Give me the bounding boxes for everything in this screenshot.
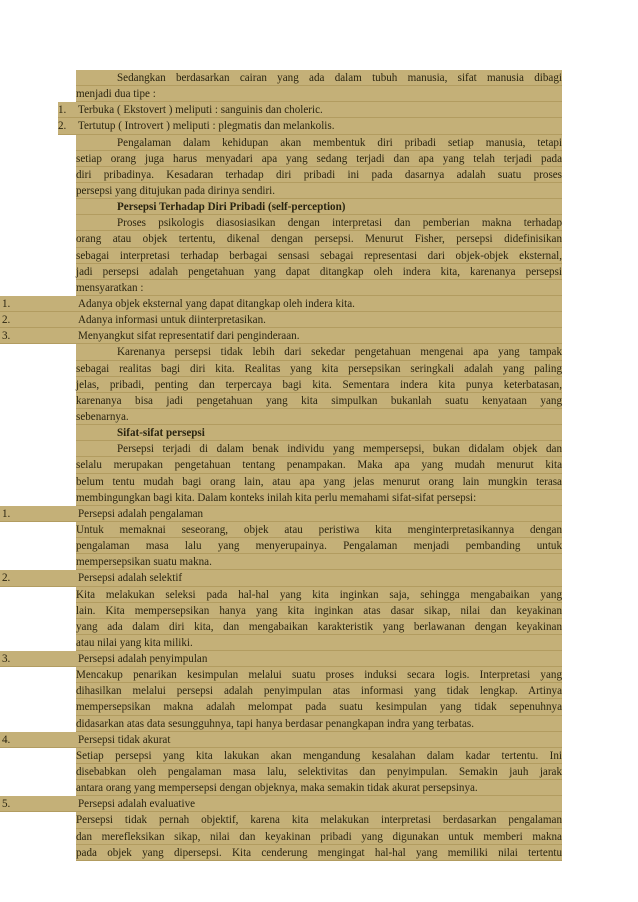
text-line [0,86,638,102]
list-item [0,118,638,134]
line-text: Persepsi Terhadap Diri Pribadi (self-perception) [117,201,346,214]
text-line [0,812,638,828]
text-line [0,716,638,732]
list-number: 5. [2,798,11,811]
line-text: dihasilkan melalui persepsi adalah penyimpulan atas informasi yang tidak lengkap. Artinya [76,685,562,698]
line-text: Setiap persepsi yang kita lakukan akan mengandung kesalahan dalam kadar tertentu. Ini [76,749,562,762]
text-line [0,167,638,183]
line-text: dan merefleksikan sikap, nilai dan keyakinan pribadi yang digunakan untuk memberi makna [76,830,562,843]
text-line [0,764,638,780]
text-line [0,361,638,377]
line-text: mempersepsikan suatu makna. [76,556,212,569]
list-item [0,102,638,118]
text-line [0,603,638,619]
list-item [0,312,638,328]
line-text: Persepsi adalah evaluative [78,798,196,811]
line-text: Terbuka ( Ekstovert ) meliputi : sanguinis dan choleric. [78,104,323,117]
line-text: persepsi yang ditujukan pada dirinya sendiri. [76,184,276,197]
text-line [0,393,638,409]
text-line [0,135,638,151]
line-text: Untuk memaknai seseorang, objek atau peristiwa kita menginterpretasikannya dengan [76,523,562,536]
text-line [0,699,638,715]
list-item [0,796,638,812]
line-text: Kita melakukan seleksi pada hal-hal yang kita inginkan saja, sehingga mengabaikan yang [76,588,562,601]
list-number: 1. [2,507,11,520]
line-text: belum tentu mudah bagi orang lain, atau apa yang jelas menurut orang lain mungkin terasa [76,475,562,488]
line-text: Persepsi tidak akurat [78,733,171,746]
text-line [0,748,638,764]
line-text: mempersepsikan makna adalah melompat pada suatu kesimpulan yang tidak sepenuhnya [76,701,562,714]
line-text: disebabkan oleh pengalaman masa lalu, selektivitas dan penyimpulan. Semakin jauh jarak [76,766,562,779]
line-text: menjadi dua tipe : [76,88,156,101]
text-line [0,619,638,635]
list-number: 4. [2,733,11,746]
line-text: karenanya bisa jadi pengetahuan yang kita simpulkan bukanlah suatu kenyataan yang [76,394,562,407]
line-text: pada objek yang dipersepsi. Kita cenderung mengingat hal-hal yang memiliki nilai tertentu [76,846,562,859]
text-line [0,248,638,264]
line-text: Mencakup penarikan kesimpulan melalui suatu proses induksi secara logis. Interpretasi yang [76,669,562,682]
text-line [0,215,638,231]
text-line [0,474,638,490]
line-text: Persepsi tidak pernah objektif, karena kita melakukan interpretasi berdasarkan pengalaman [76,814,562,827]
list-number: 2. [2,314,11,327]
list-item [0,651,638,667]
line-text: yang ada dalam diri kita, dan mengabaikan karakteristik yang berlawanan dengan keyakinan [76,620,562,633]
list-item [0,732,638,748]
text-line [0,829,638,845]
line-text: Adanya objek eksternal yang dapat ditangkap oleh indera kita. [78,297,355,310]
line-text: Karenanya persepsi tidak lebih dari sekedar pengetahuan mengenai apa yang tampak [117,346,562,359]
list-item [0,506,638,522]
text-line [0,280,638,296]
text-line [0,667,638,683]
text-line [0,780,638,796]
line-text: Persepsi adalah selektif [78,572,183,585]
text-line [0,635,638,651]
text-line [0,344,638,360]
line-text: Pengalaman dalam kehidupan akan membentuk diri pribadi setiap manusia, tetapi [117,136,562,149]
line-text: jelas, pribadi, penting dan terpercaya bagi kita. Sementara indera kita punya keterbatasan, [76,378,562,391]
line-text: mensyaratkan : [76,281,144,294]
section-heading [0,199,638,215]
list-item [0,570,638,586]
line-text: setiap orang juga harus menyadari apa yang sedang terjadi dan apa yang telah terjadi pada [76,152,562,165]
line-text: Menyangkut sifat representatif dari penginderaan. [78,330,300,343]
text-line [0,554,638,570]
text-line [0,457,638,473]
line-text: Persepsi adalah pengalaman [78,507,204,520]
line-text: Adanya informasi untuk diinterpretasikan. [78,314,266,327]
line-text: diri pribadinya. Kesadaran terhadap diri pribadi ini pada dasarnya adalah suatu proses [76,168,562,181]
document-page [0,70,638,861]
list-number: 2. [58,120,67,133]
section-heading [0,425,638,441]
line-text: sebenarnya. [76,410,129,423]
line-text: jadi persepsi adalah pengetahuan yang dapat ditangkap oleh indera kita, karenanya persepsi [76,265,562,278]
line-text: Sedangkan berdasarkan cairan yang ada dalam tubuh manusia, sifat manusia dibagi [117,72,562,84]
line-text: sebagai realitas bagi diri kita. Realitas yang kita persepsikan seringkali adalah yang paling [76,362,562,375]
line-text: atau nilai yang kita miliki. [76,636,193,649]
line-text: sebagai interpretasi terhadap berbagai sensasi sebagai representasi dari objek-objek eksternal, [76,249,562,262]
list-number: 1. [58,104,67,117]
line-text: lain. Kita mempersepsikan hanya yang kita inginkan atas dasar sikap, nilai dan keyakinan [76,604,562,617]
line-text: Sifat-sifat persepsi [117,427,205,440]
text-line [0,538,638,554]
list-number: 1. [2,297,11,310]
text-line [0,231,638,247]
line-text: Tertutup ( Introvert ) meliputi : plegmatis dan melankolis. [78,120,335,133]
list-number: 2. [2,572,11,585]
text-line [0,522,638,538]
line-text: selalu merupakan pengetahuan tentang penampakan. Maka apa yang mudah menurut kita [76,459,562,472]
line-text: antara orang yang mempersepsi dengan objeknya, maka semakin tidak akurat persepsinya. [76,782,478,795]
line-text: Persepsi terjadi di dalam benak individu yang mempersepsi, bukan didalam objek dan [117,443,562,456]
text-line [0,377,638,393]
line-text: Proses psikologis diasosiasikan dengan interpretasi dan pemberian makna terhadap [117,217,562,230]
text-line [0,490,638,506]
line-text: pengalaman masa lalu yang menyerupainya. Pengalaman menjadi pembanding untuk [76,540,562,553]
text-line [0,183,638,199]
text-line [0,441,638,457]
text-line [0,264,638,280]
list-number: 3. [2,653,11,666]
text-line [0,587,638,603]
text-line [0,845,638,861]
line-text: didasarkan atas data sesungguhnya, tapi hanya berdasar penangkapan indra yang terbatas. [76,717,474,730]
text-line [0,70,638,86]
line-text: orang atau objek tertentu, dikenal dengan persepsi. Menurut Fisher, persepsi didefinisikan [76,233,562,246]
line-text: membingungkan bagi kita. Dalam konteks inilah kita perlu memahami sifat-sifat persepsi: [76,491,477,504]
line-text: Persepsi adalah penyimpulan [78,653,208,666]
list-number: 3. [2,330,11,343]
text-line [0,409,638,425]
list-item [0,296,638,312]
text-line [0,151,638,167]
text-line [0,683,638,699]
list-item [0,328,638,344]
